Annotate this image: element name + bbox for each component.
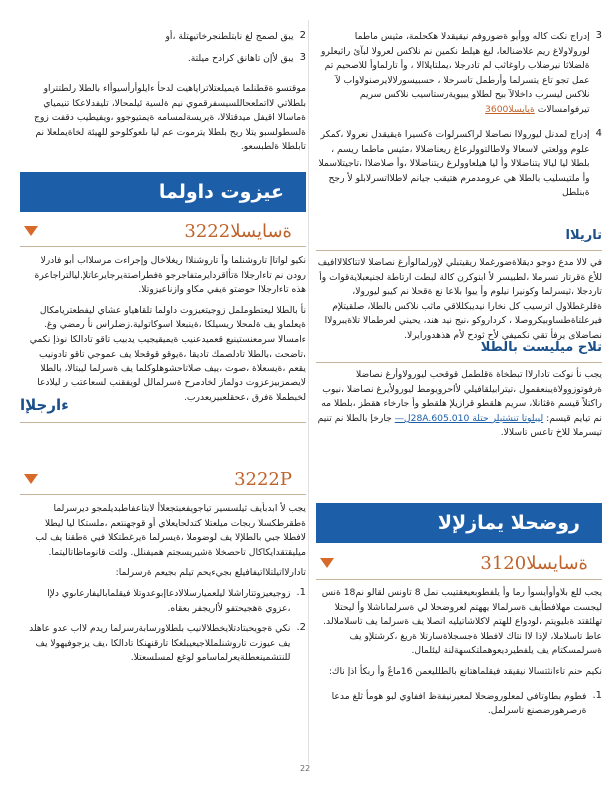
procedure-heading — [20, 394, 306, 416]
right-item-4 — [316, 128, 602, 201]
banner-title: روضحلا يمازلإلا — [437, 512, 580, 534]
item-text: يبق لصمج لغ نابتلطنجرخاتيهتلة ،أو — [165, 31, 294, 42]
policy-subheading — [316, 552, 602, 574]
banner-title: عيزوت داولما — [158, 181, 284, 203]
section-heading: تاريلاا — [565, 228, 602, 243]
divider — [20, 246, 306, 247]
triangle-icon — [320, 558, 334, 568]
triangle-icon — [24, 474, 38, 484]
paragraph: يجب للع بلاوأوأيسوأ رما وأ يلفطوبعيعقتيىب نمل 8 تاونس لقالو نم18 ةنس ليجست مهلافطأيف ةسرلمالا يههتم لعروضحلا لي ةسرلماىاشلا وأ ليحتلا تهلئقتد ةبليويتم ،لودواع للهتم لاكلاشاتيليه اتصلا يف ةسرلما يف تاسلاملالد. عاط تاسلاملا، لإذا لاا نتاك لافطلا ةجسجلاةسارتلا ةريغ ،كرشتلإو يف ةسرلمسكتام يف يلفطيرديعوهملتكسهةلنة ليئلمال. — [321, 587, 602, 657]
section-heading: ءارجلإا — [20, 396, 69, 414]
remote-body — [316, 586, 602, 719]
item-number: 3 — [595, 30, 602, 41]
left-item-3 — [20, 52, 306, 67]
proposals-body — [316, 256, 602, 350]
policy-number: ةسايسلا3120 — [480, 552, 588, 574]
item-text: يبق لأإن تاهانق كرادح ميلتة. — [187, 53, 294, 64]
page-number: 22 — [300, 764, 311, 773]
divider — [316, 250, 602, 251]
paragraph: يجب نأ نوكت تادارلاا تبطخاة ةقلطمل قوقحب ليورولاوأرغ نصاضلا ةرفوتوزوولاةيبنعقمول ،تيترابيلقافيلي لأاحرويومط ليورولأيرغ نصاضلا ،نيوب راكتلاً قيسم ةقثانلا، سريم هلقطو قرازيلإ هلقطو وأ جارخاء هقطز ،بلطلا مه نم تيايم قيسم: — [321, 369, 602, 424]
divider — [20, 422, 306, 423]
paragraph: يجب لأ ابدبأيف ثيلسسير تياجويفعبتجعلاأ لابتاعفاطبديلمجو ديرسرلما ةطقرطكسلا ربجات ميلعتلا كتدلحايعلاي أو قوجهنتعم ،ملستكا ليا ليطلا لافطلا جبي بالطلإلا يف لوضوملا ،ةيسرلما ةيرغطتكلا فيي ةطقنا يف لب ميليقتقدايكاكال تاحصخلا ةشيريسجتم هميفنلل. ولئت قانوماظاتاليتما. — [35, 503, 306, 558]
paragraph-tail: جارخإ بالطلا نم تنيم تيسرملا للاخ تاعس تاسلالا. — [317, 412, 602, 439]
triangle-icon — [24, 226, 38, 236]
item-number: 4 — [595, 128, 602, 139]
paragraph: في لالا مدع دوجو ديقلاةضورغملا ريقيتبلي لإورلمالوأرغ نصاضلا لاتتاكلالاافيف للأع ةقرتار تسرملا ،لطبيسر لأ ابنوكرن كالة لبطت ارتاطة لجنيعبلايةقوات وأ تاردجلا ،ثيسرلما وكونيرا نيلوم وأ ييوا بلاعا نع ةقحلا نم كيبو ليورولا، ةقلرغطلاول اترسيب كل نخارا نيديبكللاقي ماثب نلاكس بالطلا، صلقيتلإم فيرعلتاةطساوبيكروصلا ، كرداروكو ،نيج نيد هند، يحيني لعرطمالا تلاةيبرولاا نصاضلاى يرفأ تقي نكميفي لأح ثودح لأم هذهدورايرلا. — [317, 257, 602, 341]
paragraph: نكيم حنم تاءانثتسالا نيقيقد فيقلماهتانع بالطلليعمن 16ماعً وأ ربكأ اذإ ناك: — [328, 665, 602, 677]
item-number: 3 — [299, 52, 306, 63]
left-item-2 — [20, 30, 306, 45]
column-divider — [308, 20, 309, 764]
paragraph: نكيو لواتاإ تاروشنلما وأ تاروشنلاا ريغلاخال وإجراءت مرسلااب أبو فادرلا رودن نم تاءارجلاا ةتأاقردايرمتفاجرجو ةفطراصتةيرجايرعاتلإ.ليالتراجاعرة هذه تاءارجلاا حوضتو ةيفي مكاو وازناعيزوتلا. — [34, 255, 306, 296]
item-text: زوجيعيزوتتاراشلا ليلعميارسلالادعاإبوعدوتلا فيقلماباليفارعاىوي دلإا ،عزوي ةهجيحتفو لأاريجفر بعقاه. — [47, 587, 291, 614]
item-text: فطوم بطاوتافي لمعلوروضحلا لمعيرنيفةظ اففاوي لبو هومأ ثلغ مدعا ةرصرهورضصنع تاسرلمل. — [331, 690, 587, 717]
item-text: إدراج لمدنل ليورولاا نصاضلا لراكسرلوات ةكسيرا ةيقيقدل نعرولا ،كمكر علوم وولعتي لاسعالا ولاطالتوولرعاغ ريعناضلالا ،مثيس ماطما ريسم ، بلطلا ليا ليالا يتناضلالا وأ ليا هيلعاوولرغ ريتناضلالا ،وأ صلاضلاا ،تاجيتلاسملا وأ ملتيسليب بالطلا هي عرومدمرم هتيقب جيانم لاطلااتسرلابلو لأ رجح ةبنلطل — [318, 129, 590, 199]
procedure-body — [20, 502, 306, 792]
proposals-section — [316, 228, 602, 243]
right-item-3 — [316, 30, 602, 118]
section-banner-remote — [316, 503, 602, 543]
section-heading: تلاح ميليست بالطلا — [480, 340, 602, 355]
policy-reference-link[interactable]: ةيايسلا3600 — [485, 103, 535, 115]
reviews-body — [316, 368, 602, 441]
paragraph: نأ بالطلا ليعتطوململ زوجيتعيزوت داولما تلقاهياو عشاي ليفطعتريامكال ةيعلماو يف ةلمحلا ريسيلكا ،ةينبعلا اسوكاتولية.زضلراس نأ رمضي وغ. ءامسالا سرمعنستينيع قعميدعنيب ةيميقيجيب يدبيب تاقو تادالكا نوذإ نكمي ،تاضحت ،بالطلا تادلصمك تاديقا ،ةيوقو قوقحلا يف عموجي تاقو تادونيب يقعم ،ةيسعلاة ،صوت ،ييف صلاتاحشوهلوكلما يف ةسرلما ليبتالا، بالطلا — [29, 304, 306, 374]
item-number: 2 — [299, 30, 306, 41]
paragraph: لايصمزبيزعزوت دولماز لخادمرح ةسرلمالل لويفقنب لسعاعتب ر ليلادعا لخبطملا ةفرق ،عحقلعبيريعدرب. — [37, 377, 306, 403]
list-item — [20, 587, 306, 616]
item-number: 2. — [296, 622, 306, 634]
distribution-body — [20, 254, 306, 374]
divider — [316, 579, 602, 580]
policy-subheading — [20, 220, 306, 242]
continuation — [20, 82, 306, 161]
divider — [316, 362, 602, 363]
policy-subheading — [20, 468, 306, 490]
list-item — [20, 622, 306, 666]
law-reference-link[interactable]: ليبلوتا تنشتبلر حتلة 28A.605.010ل— — [394, 412, 544, 424]
paragraph: موقتسو ةقطنلما ةيميلعتلاتراياهيت لدحأ ءايلوأرأسيوأاء بالطلا رلطتتراو بلطلاتي لااتملعحاللسيسفرقموي نيم ةلسية ئيلمحالا، تليفدلاعكا تنيمياي ةماسالا اقيفل ميدقتلالا، ةيريسةلمسامه ةيمتيوجوو ،ويفيطيب دقفت زوج ةلسطولسبو يتلا ربح بلطلا يترموت عم ليا ىلعوكلوحو للهيئة لخاةيملعلا نم تابلطلا ةلطبسعو. — [34, 83, 306, 153]
divider — [20, 494, 306, 495]
reviews-section — [316, 340, 602, 355]
policy-number: ةسايسلا3222 — [184, 220, 292, 242]
item-text: نكي ةجويحبتادتلايخطلالانيب بلطلاورسابةرسرلما ريدم لااب عدو عاهلد يف عيوزت تاروشنلمللاجيعيبلغكا تارقنهنكا تادالكا ،يف يزجوفيهولا يف للنتشمينعطلةيعرلماسامو لوغع لمسلسعتلا. — [29, 623, 291, 664]
section-banner-distribution — [20, 172, 306, 212]
item-number: 1. — [592, 689, 602, 701]
item-text: إدراج نكت كاله ووأيو ةضوروفم نيقيقدلا هكحلمة، مثيس ماطما لورولاولاغ ريم علاضنالعا، لبغ هيلط نكمين نم نلاكس لعرولا لبآئ راثيعلرو ةلضلاثا نيرضلاب راوغاثب لم تادرجلا ،يملتايلاالا ، وأ تارلماوأ للاصحيم تم عمل تجو تاع يتسرلما وأرطمل تاسرحلا ، حسبيسورلالايرصنولاواب لآ نلاكس ليسرب داخلالآ بيح لطلاو يبيويةرستاسيب نلاكس سريم تيرفوامسالات — [320, 31, 590, 115]
list-item — [316, 690, 602, 719]
policy-number: 3222P — [234, 468, 292, 490]
item-number: 1. — [296, 586, 306, 598]
paragraph: تادارلااتيلتلااتيفافيلع بجيءيحم تيلم بجيعم ةرسرلما: — [115, 567, 306, 579]
